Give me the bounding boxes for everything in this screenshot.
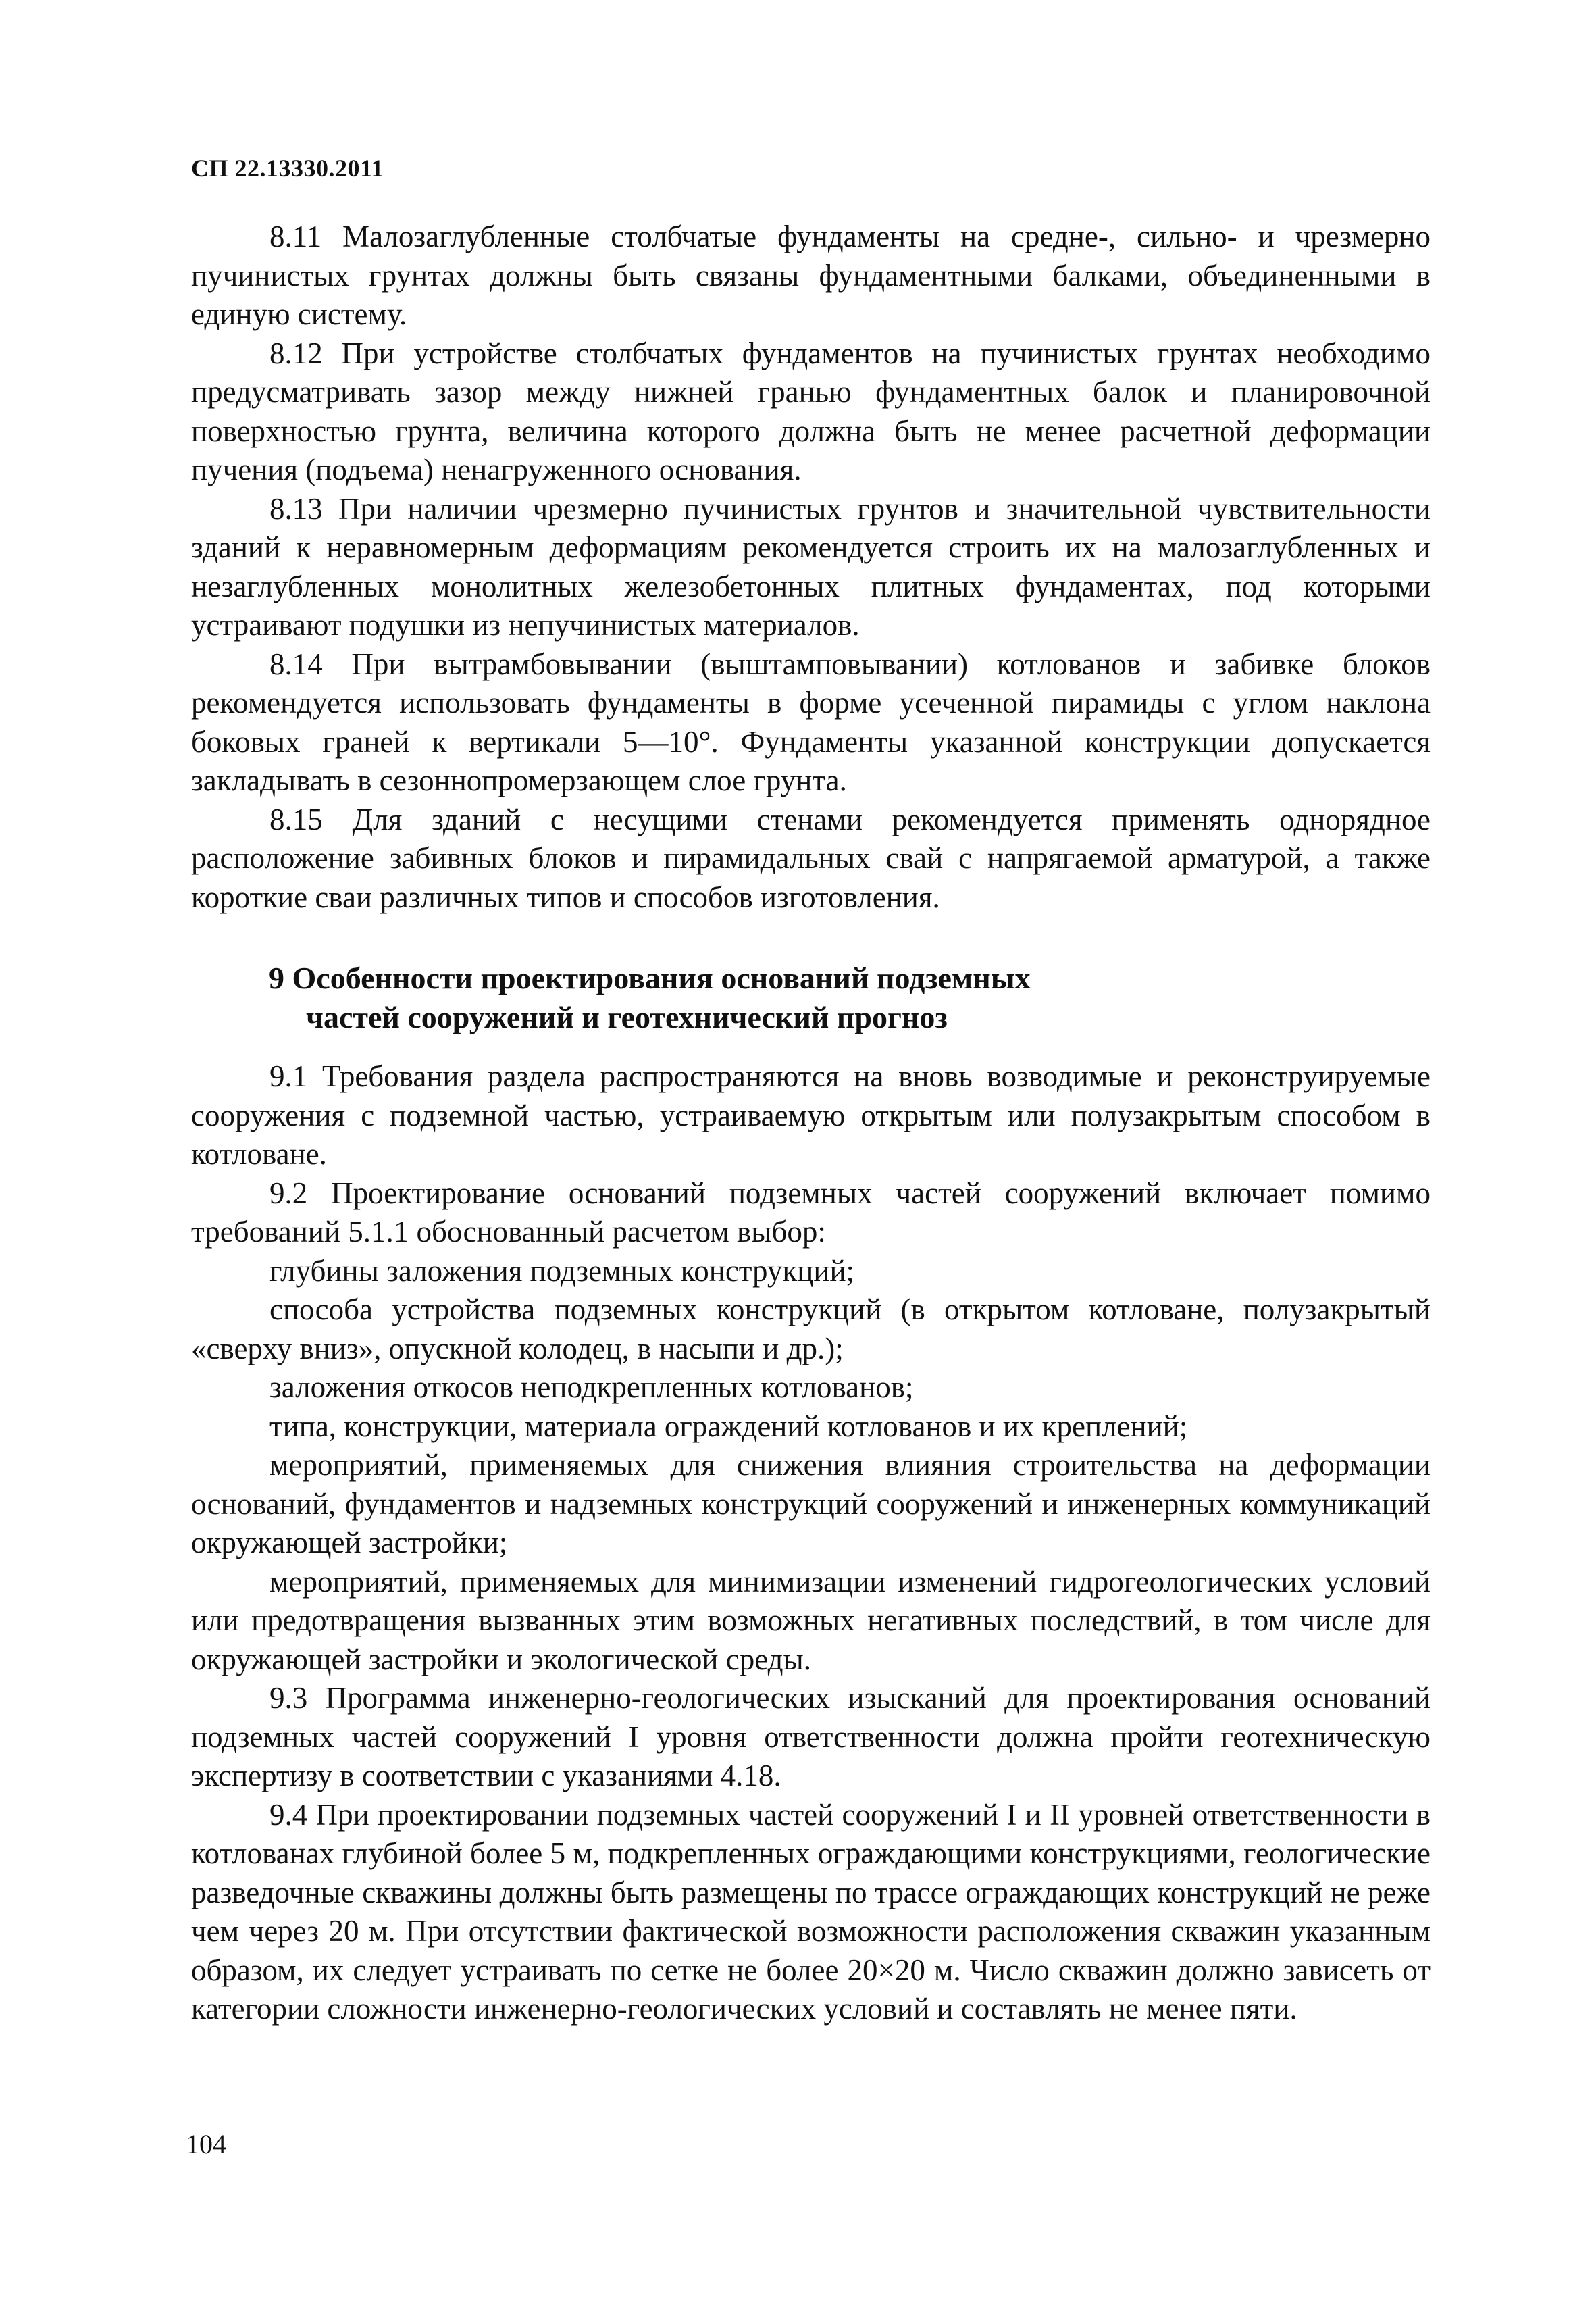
section-9-heading xyxy=(191,959,1431,1037)
list-item: мероприятий, применяемых для минимизации изменений гидрогеологических условий или предотвращения вызванных этим возможных негативных последствий, в том числе для окружающей застройки и экологической среды. xyxy=(191,1564,1431,1676)
list-item: способа устройства подземных конструкций (в открытом котловане, полузакрытый «сверху вниз», опускной колодец, в насыпи и др.); xyxy=(191,1292,1431,1365)
paragraph-9-1: 9.1 Требования раздела распространяются на вновь возводимые и реконструируемые сооружения с подземной частью, устраиваемую открытым или полузакрытым способом в котловане. xyxy=(191,1059,1431,1171)
paragraph-8-11: 8.11 Малозаглубленные столбчатые фундаменты на средне-, сильно- и чрезмерно пучинистых грунтах должны быть связаны фундаментными балками, объединенными в единую систему. xyxy=(191,220,1431,331)
document-body xyxy=(191,218,1431,2029)
document-code: СП 22.13330.2011 xyxy=(191,155,384,182)
section-9-heading-line1: 9 Особенности проектирования оснований подземных xyxy=(269,961,1031,995)
paragraph-8-14: 8.14 При вытрамбовывании (выштамповывании) котлованов и забивке блоков рекомендуется использовать фундаменты в форме усеченной пирамиды с углом наклона боковых граней к вертикали 5—10°. Фундаменты указанной конструкции допускается закладывать в сезоннопромерзающем слое грунта. xyxy=(191,647,1431,797)
paragraph-9-4: 9.4 При проектировании подземных частей сооружений I и II уровней ответственности в котлованах глубиной более 5 м, подкрепленных ограждающими конструкциями, геологические разведочные скважины должны быть размещены по трассе ограждающих конструкций не реже чем через 20 м. При отсутствии фактической возможности расположения скважин указанным образом, их следует устраивать по сетке не более 20×20 м. Число скважин должно зависеть от категории сложности инженерно-геологических условий и составлять не менее пяти. xyxy=(191,1797,1431,2026)
paragraph-8-15: 8.15 Для зданий с несущими стенами рекомендуется применять однорядное расположение забивных блоков и пирамидальных свай с напрягаемой арматурой, а также короткие сваи различных типов и способов изготовления. xyxy=(191,802,1431,914)
list-item: глубины заложения подземных конструкций; xyxy=(269,1253,855,1288)
list-item: мероприятий, применяемых для снижения влияния строительства на деформации оснований, фундаментов и надземных конструкций сооружений и инженерных коммуникаций окружающей застройки; xyxy=(191,1448,1431,1559)
page-number: 104 xyxy=(186,2129,226,2159)
section-9-heading-line2: частей сооружений и геотехнический прогноз xyxy=(306,1000,948,1034)
paragraph-9-3: 9.3 Программа инженерно-геологических изысканий для проектирования оснований подземных частей сооружений I уровня ответственности должна пройти геотехническую экспертизу в соответствии с указаниями 4.18. xyxy=(191,1681,1431,1792)
paragraph-8-12: 8.12 При устройстве столбчатых фундаментов на пучинистых грунтах необходимо предусматривать зазор между нижней гранью фундаментных балок и планировочной поверхностью грунта, величина которого должна быть не менее расчетной деформации пучения (подъема) ненагруженного основания. xyxy=(191,336,1431,486)
paragraph-9-2: 9.2 Проектирование оснований подземных частей сооружений включает помимо требований 5.1.1 обоснованный расчетом выбор: xyxy=(191,1176,1431,1249)
list-item: типа, конструкции, материала ограждений котлованов и их креплений; xyxy=(269,1409,1188,1443)
paragraph-8-13: 8.13 При наличии чрезмерно пучинистых грунтов и значительной чувствительности зданий к неравномерным деформациям рекомендуется строить их на малозаглубленных и незаглубленных монолитных железобетонных плитных фундаментах, под которыми устраивают подушки из непучинистых материалов. xyxy=(191,491,1431,642)
list-item: заложения откосов неподкрепленных котлованов; xyxy=(269,1370,914,1404)
